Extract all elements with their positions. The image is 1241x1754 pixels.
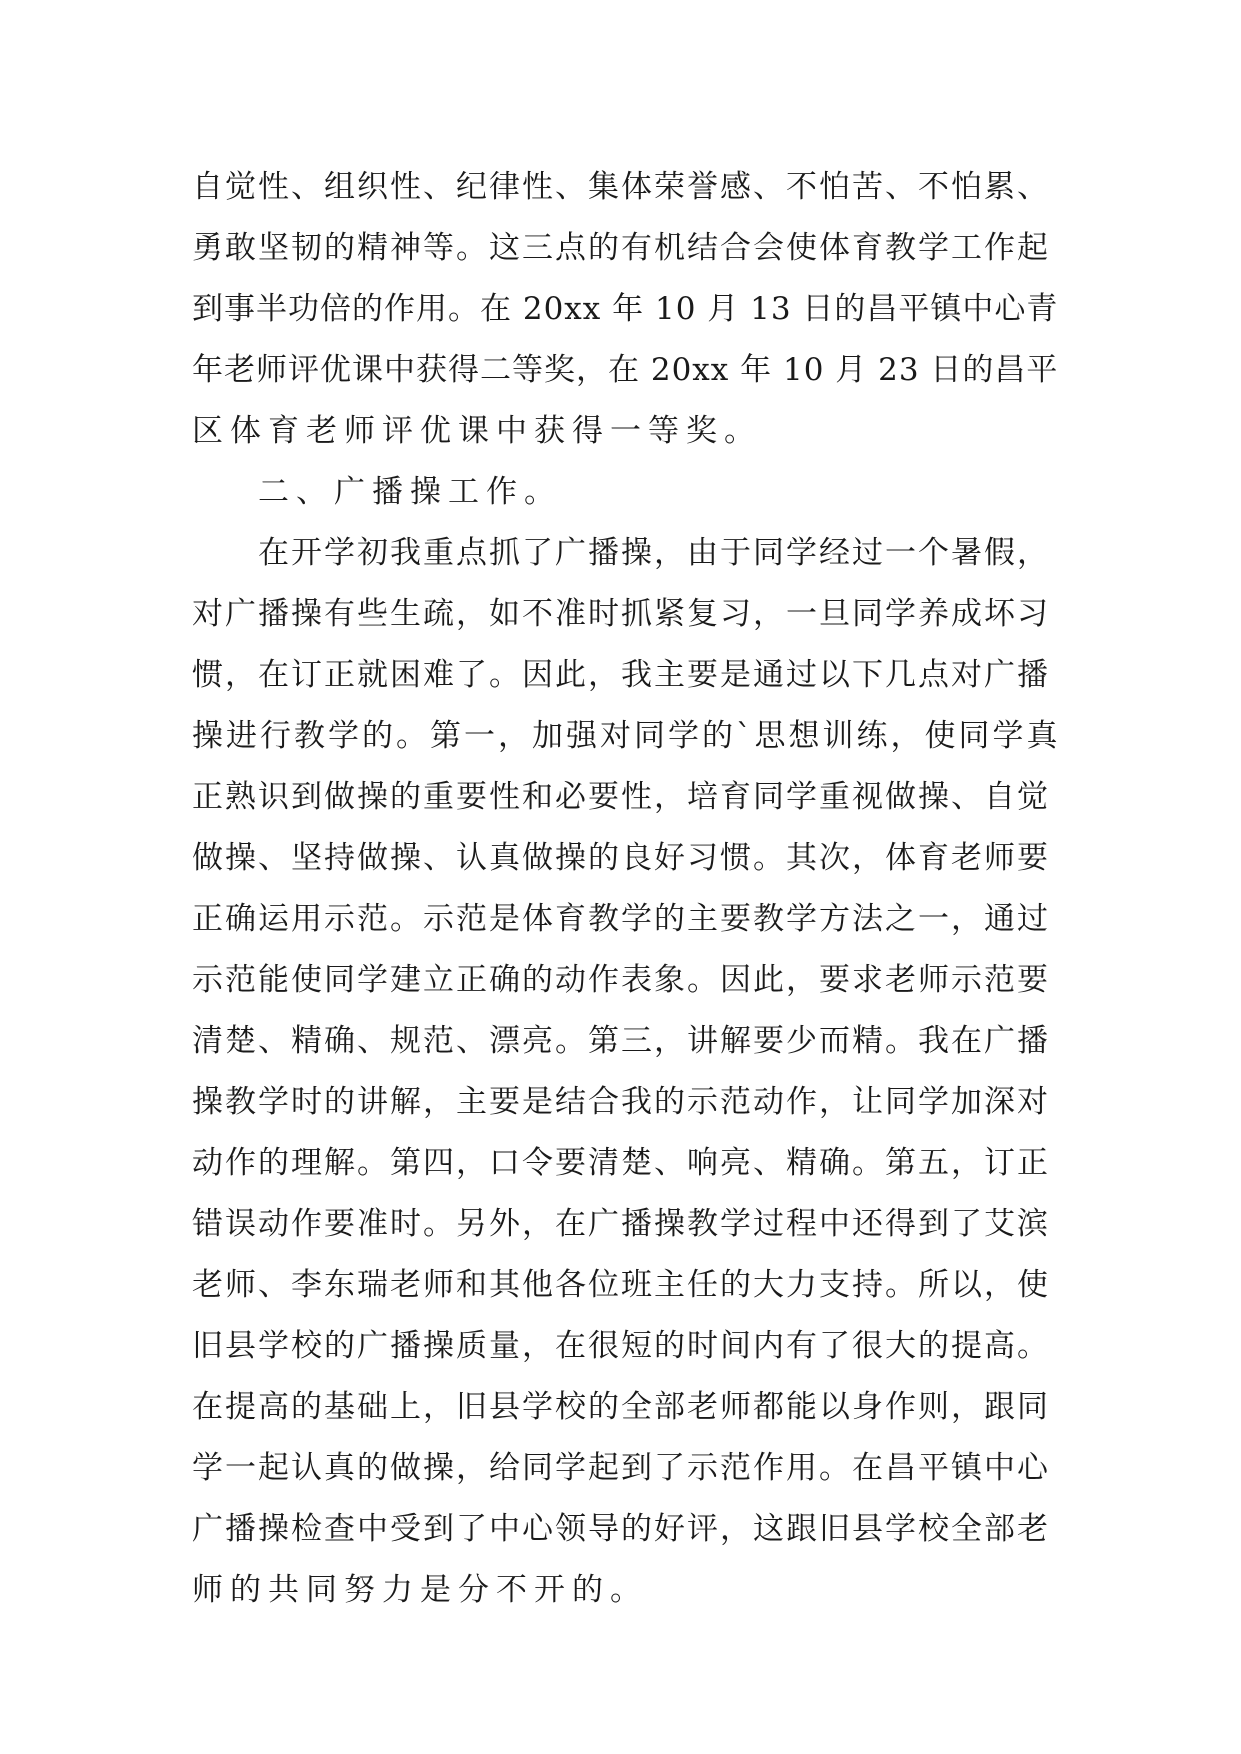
text-line-23: 广播操检查中受到了中心领导的好评，这跟旧县学校全部老	[192, 1511, 1050, 1547]
text-line-22: 学一起认真的做操，给同学起到了示范作用。在昌平镇中心	[192, 1450, 1050, 1486]
text-line-8: 对广播操有些生疏，如不准时抓紧复习，一旦同学养成坏习	[192, 596, 1050, 632]
text-line-3: 到事半功倍的作用。在 20xx 年 10 月 13 日的昌平镇中心青	[192, 291, 1059, 327]
text-line-13: 正确运用示范。示范是体育教学的主要教学方法之一，通过	[192, 901, 1050, 937]
text-line-19: 老师、李东瑞老师和其他各位班主任的大力支持。所以，使	[192, 1267, 1050, 1303]
text-line-5: 区体育老师评优课中获得一等奖。	[192, 413, 762, 449]
text-line-20: 旧县学校的广播操质量，在很短的时间内有了很大的提高。	[192, 1328, 1050, 1364]
text-line-24: 师的共同努力是分不开的。	[192, 1572, 648, 1608]
text-line-2: 勇敢坚韧的精神等。这三点的有机结合会使体育教学工作起	[192, 230, 1050, 266]
text-line-14: 示范能使同学建立正确的动作表象。因此，要求老师示范要	[192, 962, 1050, 998]
body-text	[192, 157, 1072, 1621]
text-line-4: 年老师评优课中获得二等奖，在 20xx 年 10 月 23 日的昌平	[192, 352, 1059, 388]
text-line-12: 做操、坚持做操、认真做操的良好习惯。其次，体育老师要	[192, 840, 1050, 876]
text-line-17: 动作的理解。第四，口令要清楚、响亮、精确。第五，订正	[192, 1145, 1050, 1181]
section-heading: 二、广播操工作。	[258, 474, 562, 510]
text-line-15: 清楚、精确、规范、漂亮。第三，讲解要少而精。我在广播	[192, 1023, 1050, 1059]
text-line-11: 正熟识到做操的重要性和必要性，培育同学重视做操、自觉	[192, 779, 1050, 815]
text-line-16: 操教学时的讲解，主要是结合我的示范动作，让同学加深对	[192, 1084, 1050, 1120]
text-line-7: 在开学初我重点抓了广播操，由于同学经过一个暑假，	[258, 535, 1050, 571]
text-line-21: 在提高的基础上，旧县学校的全部老师都能以身作则，跟同	[192, 1389, 1050, 1425]
text-line-9: 惯，在订正就困难了。因此，我主要是通过以下几点对广播	[192, 657, 1050, 693]
text-line-18: 错误动作要准时。另外，在广播操教学过程中还得到了艾滨	[192, 1206, 1050, 1242]
text-line-10: 操进行教学的。第一，加强对同学的`思想训练，使同学真	[192, 718, 1061, 754]
text-line-1: 自觉性、组织性、纪律性、集体荣誉感、不怕苦、不怕累、	[192, 169, 1050, 205]
